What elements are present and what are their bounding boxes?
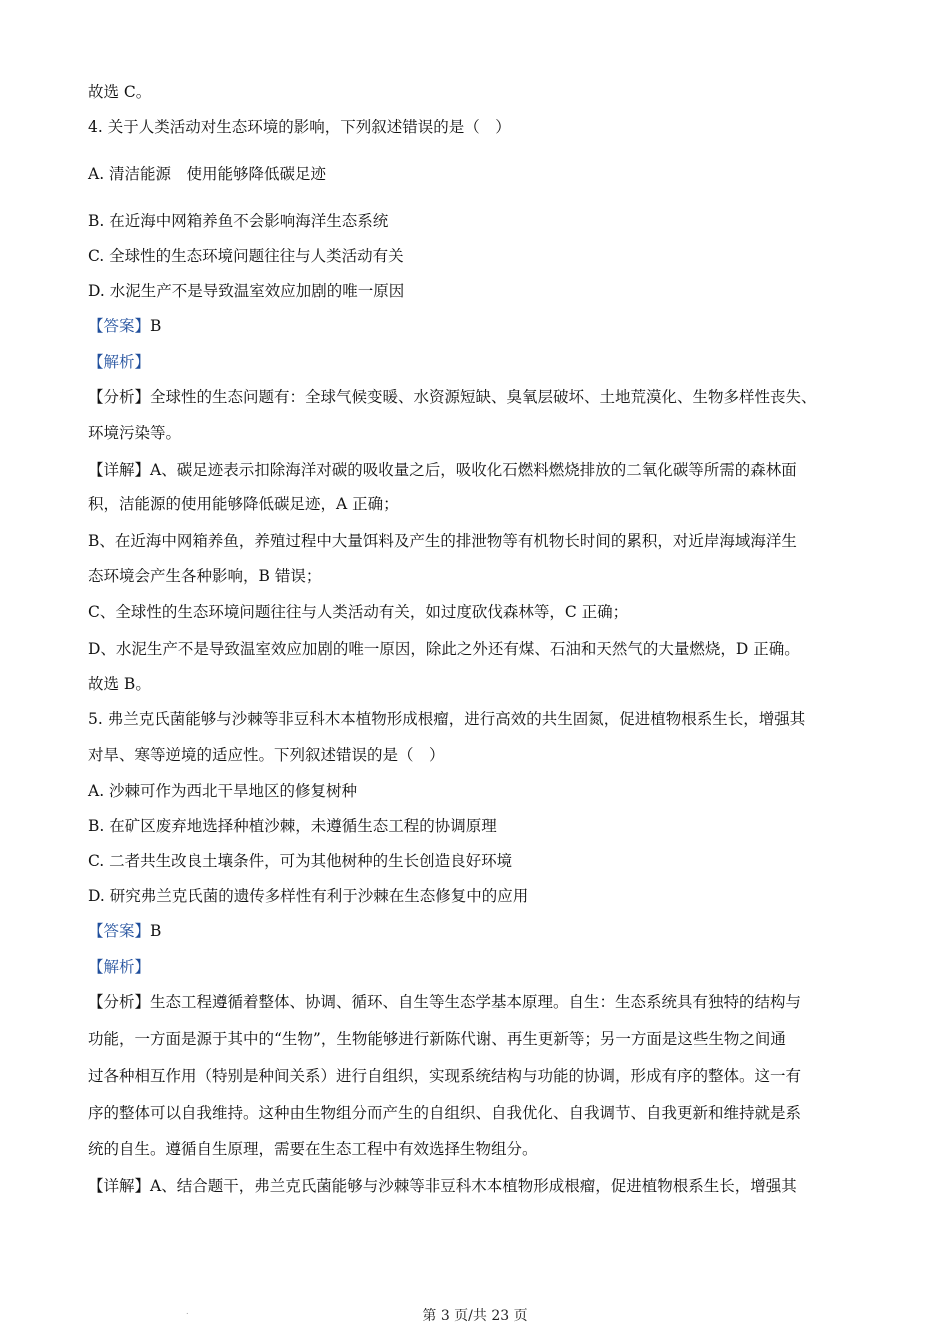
text-line (88, 816, 878, 836)
section-tag: 【答案】 (88, 317, 151, 335)
section-label-line (88, 352, 878, 372)
line-text: D、水泥生产不是导致温室效应加剧的唯一原因，除此之外还有煤、石油和天然气的大量燃烧，D 正确。 (88, 640, 800, 658)
line-text: 4. 关于人类活动对生态环境的影响，下列叙述错误的是（ ） (88, 118, 511, 136)
text-line (88, 423, 878, 443)
text-line (88, 851, 878, 871)
line-text: 【详解】A、结合题干，弗兰克氏菌能够与沙棘等非豆科木本植物形成根瘤，促进植物根系生长，增强其 (88, 1177, 797, 1195)
section-tag: 【解析】 (88, 353, 151, 371)
text-line (88, 531, 878, 551)
line-text: 统的自生。遵循自生原理，需要在生态工程中有效选择生物组分。 (88, 1140, 538, 1158)
text-line (88, 460, 878, 480)
line-text: 【分析】生态工程遵循着整体、协调、循环、自生等生态学基本原理。自生：生态系统具有独特的结构与 (88, 993, 802, 1011)
scan-dot: . (186, 1307, 189, 1316)
line-text: 故选 B。 (88, 675, 151, 693)
text-line (88, 82, 878, 102)
page-footer: 第 3 页/共 23 页 (422, 1308, 528, 1324)
line-text: A. 清洁能源 使用能够降低碳足迹 (88, 165, 327, 183)
text-line (88, 709, 878, 729)
section-tag: 【答案】 (88, 922, 151, 940)
section-label-line (88, 316, 878, 336)
text-line (88, 246, 878, 266)
text-line (88, 1139, 878, 1159)
text-line (88, 745, 878, 765)
line-text: B、在近海中网箱养鱼，养殖过程中大量饵料及产生的排泄物等有机物长时间的累积，对近岸海域海洋生 (88, 532, 797, 550)
line-text: 5. 弗兰克氏菌能够与沙棘等非豆科木本植物形成根瘤，进行高效的共生固氮，促进植物根系生长，增强其 (88, 710, 806, 728)
line-text: C. 二者共生改良土壤条件，可为其他树种的生长创造良好环境 (88, 852, 513, 870)
line-text: 【分析】全球性的生态问题有：全球气候变暖、水资源短缺、臭氧层破坏、土地荒漠化、生物多样性丧失、 (88, 388, 817, 406)
text-line (88, 566, 878, 586)
text-line (88, 211, 878, 231)
text-line (88, 1066, 878, 1086)
text-line (88, 281, 878, 301)
text-line (88, 781, 878, 801)
line-text: 过各种相互作用（特别是种间关系）进行自组织，实现系统结构与功能的协调，形成有序的整体。这一有 (88, 1067, 802, 1085)
line-text: 序的整体可以自我维持。这种由生物组分而产生的自组织、自我优化、自我调节、自我更新和维持就是系 (88, 1104, 802, 1122)
section-tag: 【解析】 (88, 958, 151, 976)
line-text: 态环境会产生各种影响，B 错误； (88, 567, 322, 585)
text-line (88, 674, 878, 694)
line-text: A. 沙棘可作为西北干旱地区的修复树种 (88, 782, 358, 800)
text-line (88, 1103, 878, 1123)
line-text: B (150, 317, 162, 335)
line-text: D. 研究弗兰克氏菌的遗传多样性有利于沙棘在生态修复中的应用 (88, 887, 529, 905)
line-text: 积，洁能源的使用能够降低碳足迹，A 正确； (88, 495, 399, 513)
text-line (88, 1029, 878, 1049)
line-text: 环境污染等。 (88, 424, 182, 442)
text-line (88, 639, 878, 659)
line-text: 故选 C。 (88, 83, 152, 101)
section-label-line (88, 921, 878, 941)
line-text: 功能，一方面是源于其中的“生物”，生物能够进行新陈代谢、再生更新等；另一方面是这些生物之间通 (88, 1030, 786, 1048)
section-label-line (88, 957, 878, 977)
text-line (88, 164, 878, 184)
line-text: 【详解】A、碳足迹表示扣除海洋对碳的吸收量之后，吸收化石燃料燃烧排放的二氧化碳等所需的森林面 (88, 461, 797, 479)
text-line (88, 494, 878, 514)
text-line (88, 602, 878, 622)
line-text: 对旱、寒等逆境的适应性。下列叙述错误的是（ ） (88, 746, 445, 764)
line-text: B. 在近海中网箱养鱼不会影响海洋生态系统 (88, 212, 389, 230)
line-text: D. 水泥生产不是导致温室效应加剧的唯一原因 (88, 282, 405, 300)
text-line (88, 117, 878, 137)
text-line (88, 992, 878, 1012)
line-text: C. 全球性的生态环境问题往往与人类活动有关 (88, 247, 404, 265)
line-text: B (150, 922, 162, 940)
text-line (88, 886, 878, 906)
line-text: C、全球性的生态环境问题往往与人类活动有关，如过度砍伐森林等，C 正确； (88, 603, 629, 621)
text-line (88, 387, 878, 407)
line-text: B. 在矿区废弃地选择种植沙棘，未遵循生态工程的协调原理 (88, 817, 497, 835)
text-line (88, 1176, 878, 1196)
